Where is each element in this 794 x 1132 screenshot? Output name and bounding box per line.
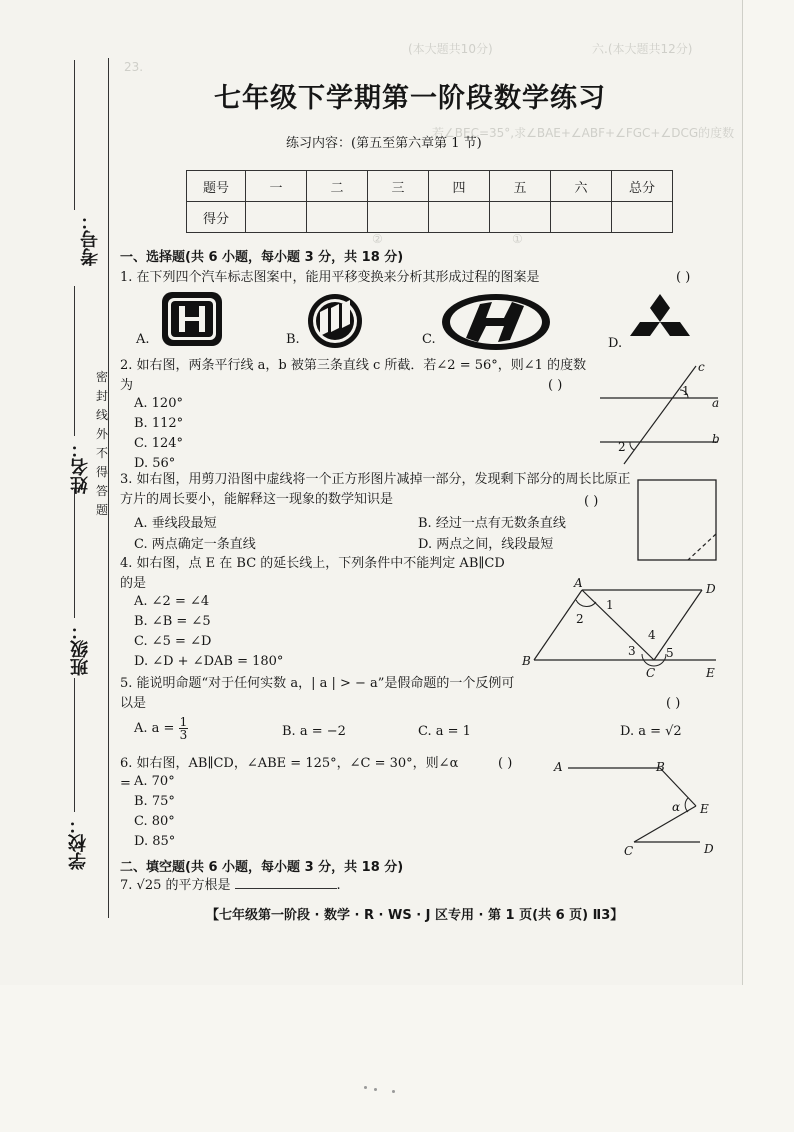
seal-char: 不 (95, 446, 108, 460)
scan-speck (392, 1090, 395, 1093)
q4-option-b[interactable]: B. ∠B = ∠5 (134, 614, 211, 629)
q2-line-c-label: c (698, 360, 705, 374)
q5-option-a[interactable] (134, 716, 188, 741)
question-6-stem: 6. 如右图，AB∥CD，∠ABE = 125°，∠C = 30°，则∠α = (120, 756, 459, 791)
score-cell[interactable] (368, 202, 429, 233)
q1-option-d[interactable]: D. (608, 336, 623, 351)
score-header-cell: 题号 (187, 171, 246, 202)
question-7 (120, 876, 520, 896)
q4-parallelogram-figure (526, 580, 726, 676)
q6-option-c[interactable]: C. 80° (134, 814, 175, 829)
q6-option-a[interactable]: A. 70° (134, 774, 175, 789)
class-label: 班级： (70, 622, 91, 676)
ghost-text: ① (512, 232, 523, 246)
q3-option-d[interactable]: D. 两点之间，线段最短 (418, 537, 554, 552)
scan-speck (374, 1088, 377, 1091)
school-field[interactable] (74, 678, 95, 812)
q4-angle-2-label: 2 (576, 612, 584, 626)
question-7-stem: 7. √25 的平方根是 (120, 878, 231, 893)
score-table (186, 170, 673, 233)
q3-option-a[interactable]: A. 垂线段最短 (134, 516, 217, 531)
ghost-text: 23. (124, 60, 144, 74)
q4-point-c-label: C (646, 666, 656, 680)
q2-line-b-label: b (712, 432, 720, 446)
ghost-text: 若∠BEC=35°,求∠BAE+∠ABF+∠FGC+∠DCG的度数 (432, 126, 735, 140)
score-table-header-row (187, 171, 673, 202)
q3-option-c[interactable]: C. 两点确定一条直线 (134, 537, 256, 552)
honda-logo-icon (160, 290, 224, 348)
answer-paren[interactable]: ( ) (676, 270, 691, 285)
q5-option-b[interactable]: B. a = −2 (282, 724, 346, 739)
exam-number-field[interactable] (74, 60, 95, 210)
q6-point-d-label: D (704, 842, 714, 856)
seal-char: 题 (95, 503, 108, 517)
q2-angle-2-label: 2 (618, 440, 626, 454)
buick-logo-icon (306, 292, 364, 350)
q2-angle-1-label: 1 (682, 384, 690, 398)
q5-option-c[interactable]: C. a = 1 (418, 724, 471, 739)
q4-option-c[interactable]: C. ∠5 = ∠D (134, 634, 212, 649)
answer-paren[interactable]: ( ) (584, 494, 599, 509)
exam-scope: 练习内容：(第五至第六章第 1 节) (286, 136, 482, 151)
q2-option-b[interactable]: B. 112° (134, 416, 184, 431)
q3-option-b[interactable]: B. 经过一点有无数条直线 (418, 516, 566, 531)
score-header-cell: 六 (551, 171, 612, 202)
answer-paren[interactable]: ( ) (666, 696, 681, 711)
q4-point-b-label: B (522, 654, 531, 668)
question-7-suffix: . (336, 878, 341, 893)
score-cell[interactable] (307, 202, 368, 233)
seal-char: 密 (95, 370, 108, 384)
seal-char: 封 (95, 389, 108, 403)
q4-option-d[interactable]: D. ∠D + ∠DAB = 180° (134, 654, 284, 669)
score-table-score-row (187, 202, 673, 233)
class-field[interactable] (74, 488, 95, 618)
q6-angle-figure (560, 760, 720, 850)
q4-angle-5-label: 5 (666, 646, 674, 660)
score-header-cell: 四 (429, 171, 490, 202)
name-label: 姓名： (70, 440, 91, 494)
exam-number-label: 考号： (80, 212, 101, 266)
q6-point-b-label: B (656, 760, 665, 774)
q4-angle-4-label: 4 (648, 628, 656, 642)
q1-option-a[interactable]: A. (136, 332, 150, 347)
q1-option-b[interactable]: B. (286, 332, 300, 347)
score-cell[interactable] (246, 202, 307, 233)
q6-option-b[interactable]: B. 75° (134, 794, 175, 809)
q4-angle-3-label: 3 (628, 644, 636, 658)
answer-paren[interactable]: ( ) (548, 378, 563, 393)
page-title: 七年级下学期第一阶段数学练习 (214, 83, 606, 114)
ghost-text: 六.(本大题共12分) (592, 42, 693, 56)
q2-parallel-lines-figure (594, 360, 724, 470)
score-header-cell: 一 (246, 171, 307, 202)
q2-option-c[interactable]: C. 124° (134, 436, 184, 451)
seal-notice (94, 368, 110, 520)
question-4-stem: 4. 如右图，点 E 在 BC 的延长线上，下列条件中不能判定 AB∥CD 的是 (120, 556, 505, 591)
answer-paren[interactable]: ( ) (498, 756, 513, 771)
ghost-text: ② (372, 232, 383, 246)
q4-point-a-label: A (574, 576, 583, 590)
q5-option-a-prefix: A. a = (134, 721, 179, 736)
seal-char: 得 (95, 465, 108, 479)
score-cell[interactable] (429, 202, 490, 233)
fraction-denominator: 3 (179, 728, 188, 742)
school-label: 学校： (68, 816, 89, 870)
seal-char: 答 (95, 484, 108, 498)
q7-answer-blank[interactable] (235, 888, 337, 889)
q2-option-d[interactable]: D. 56° (134, 456, 176, 471)
score-header-cell: 五 (490, 171, 551, 202)
ghost-text: (本大题共10分) (408, 42, 493, 56)
section-title: 一、选择题(共 6 小题，每小题 3 分，共 18 分) (120, 250, 404, 265)
scan-speck (364, 1086, 367, 1089)
q6-point-c-label: C (624, 844, 634, 858)
q1-option-c[interactable]: C. (422, 332, 436, 347)
q6-option-d[interactable]: D. 85° (134, 834, 176, 849)
score-cell[interactable] (612, 202, 673, 233)
q2-option-a[interactable]: A. 120° (134, 396, 183, 411)
q5-option-d[interactable]: D. a = √2 (620, 724, 682, 739)
seal-char: 外 (95, 427, 108, 441)
q2-line-a-label: a (712, 396, 720, 410)
score-row-label: 得分 (187, 202, 246, 233)
hyundai-logo-icon (440, 292, 552, 352)
q6-point-e-label: E (700, 802, 709, 816)
question-5-stem: 5. 能说明命题“对于任何实数 a，| a | > − a”是假命题的一个反例可以是 (120, 676, 515, 711)
name-field[interactable] (74, 286, 95, 436)
score-header-cell: 总分 (612, 171, 673, 202)
question-2-stem: 2. 如右图，两条平行线 a，b 被第三条直线 c 所截．若∠2 = 56°，则∠1 的度数为 (120, 358, 587, 393)
q6-point-a-label: A (554, 760, 563, 774)
q4-angle-1-label: 1 (606, 598, 614, 612)
mitsubishi-logo-icon (626, 292, 694, 354)
q6-alpha-label: α (672, 800, 681, 814)
fraction-numerator: 1 (179, 715, 188, 729)
page-footer: 【七年级第一阶段 · 数学 · R · WS · J 区专用 · 第 1 页(共 6 页) Ⅱ3】 (206, 908, 624, 923)
score-cell[interactable] (490, 202, 551, 233)
score-header-cell: 三 (368, 171, 429, 202)
q4-point-e-label: E (706, 666, 715, 680)
q4-point-d-label: D (706, 582, 716, 596)
q4-option-a[interactable]: A. ∠2 = ∠4 (134, 594, 210, 609)
question-3-stem: 3. 如右图，用剪刀沿图中虚线将一个正方形图片减掉一部分，发现剩下部分的周长比原正方片的周长要小，能解释这一现象的数学知识是 (120, 472, 631, 507)
question-1-stem: 1. 在下列四个汽车标志图案中，能用平移变换来分析其形成过程的图案是 (120, 270, 540, 285)
section-title: 二、填空题(共 6 小题，每小题 3 分，共 18 分) (120, 860, 404, 875)
q5-option-a-fraction (179, 716, 189, 741)
seal-char: 线 (95, 408, 108, 422)
score-cell[interactable] (551, 202, 612, 233)
score-header-cell: 二 (307, 171, 368, 202)
q3-square-figure (636, 478, 720, 564)
